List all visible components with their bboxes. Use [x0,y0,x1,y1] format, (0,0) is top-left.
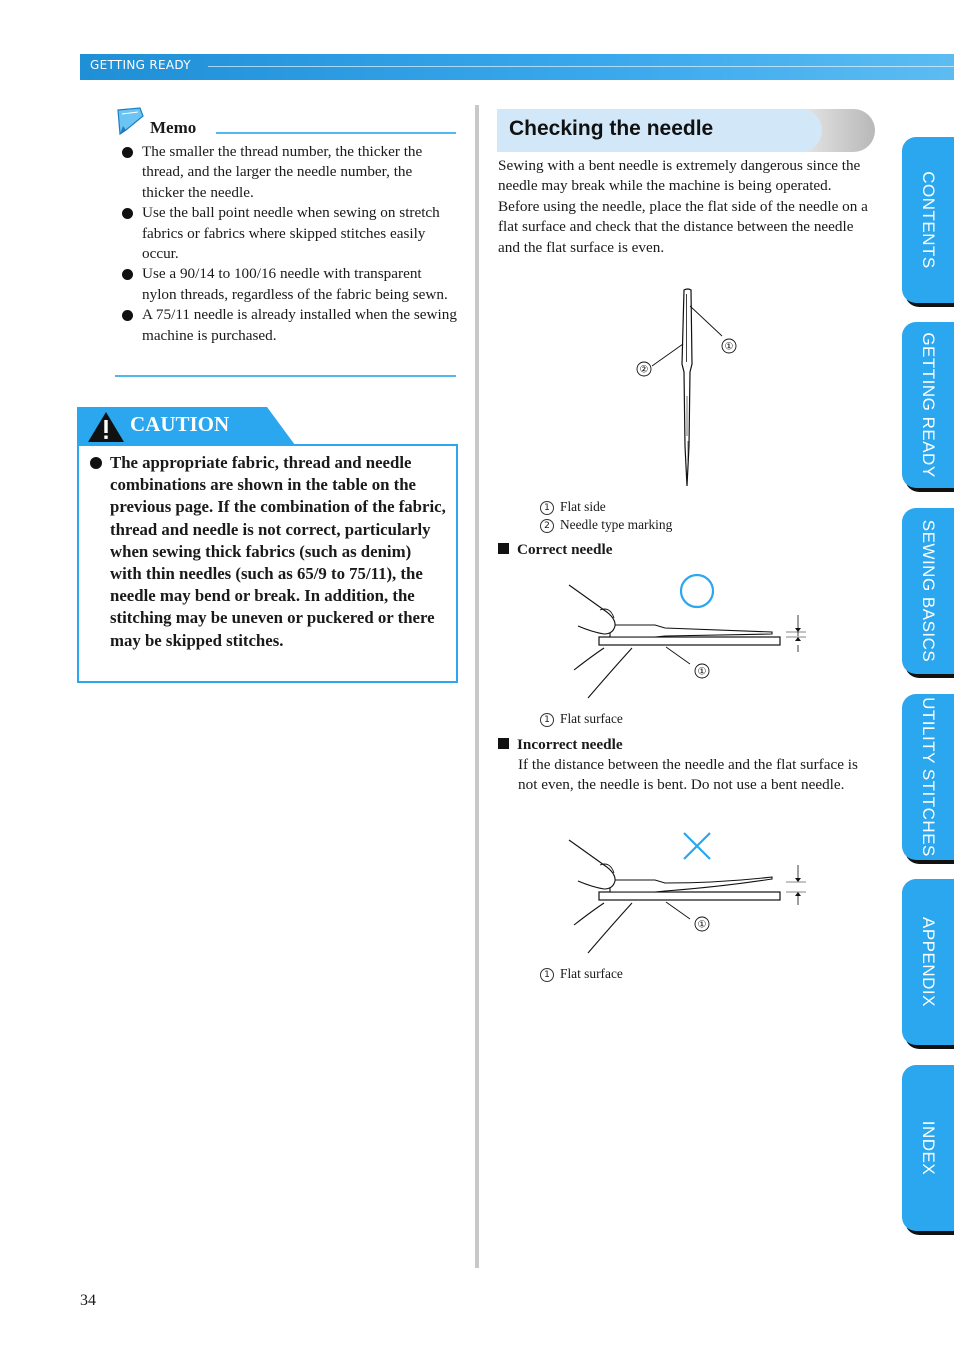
page-number: 34 [80,1292,96,1309]
tab-utility-stitches[interactable] [902,694,954,860]
legend-needle-type: Needle type marking [560,516,673,532]
legend-row: 1 Flat surface [540,710,623,728]
needle-legend [540,498,672,533]
caution-text: The appropriate fabric, thread and needle combinations are shown in the table on the previous page. If the combination of the fabric, thread and needle is not correct, particularly when sewing thick fabrics (such as denim) with thin needles (such as 65/9 to 75/11), the needle may bend or break. In addition, the stitching may be uneven or puckered or there may be skipped stitches. [110,453,446,650]
legend-row: 1 Flat surface [540,965,623,983]
caution-bullet [90,457,102,469]
memo-title: Memo [150,118,197,137]
header-section-label: GETTING READY [90,58,191,72]
memo-item: A 75/11 needle is already installed when the sewing machine is purchased. [118,305,458,346]
tab-sewing-basics[interactable] [902,508,954,674]
correct-needle-heading-text: Correct needle [517,541,613,558]
memo-icon [114,106,146,136]
memo-item: The smaller the thread number, the thicker the thread, and the larger the needle number, the thicker the needle. [118,142,458,203]
legend-flat-side: Flat side [560,499,606,514]
tab-label: INDEX [919,1120,938,1176]
intro-paragraph: Sewing with a bent needle is extremely dangerous since the needle may break while the machine is being operated. [498,157,861,195]
incorrect-needle-heading-text: Incorrect needle [517,736,623,753]
memo-item: Use the ball point needle when sewing on stretch fabrics or fabrics where skipped stitches easily occur. [118,203,458,264]
intro-paragraph: Before using the needle, place the flat side of the needle on a flat surface and check that the distance between the needle and the flat surface is even. [498,197,868,256]
memo-item: Use a 90/14 to 100/16 needle with transparent nylon threads, regardless of the fabric being sewn. [118,264,458,305]
header-bar [80,54,954,80]
legend-row: 2 Needle type marking [540,516,672,534]
tab-appendix[interactable] [902,879,954,1045]
memo-list [118,142,458,346]
correct-callout-1: ① [697,666,707,678]
needle-figure [620,286,750,490]
section-title: Checking the needle [509,117,714,140]
incorrect-legend [540,965,623,983]
header-rule [208,66,954,67]
tab-label: UTILITY STITCHES [919,697,938,857]
memo-rule-bottom [115,375,456,377]
warning-icon [86,410,126,444]
needle-callout-2: ② [639,364,649,376]
correct-mark-icon [681,575,713,607]
memo-rule-top [216,132,456,134]
incorrect-needle-figure [560,825,810,960]
tab-label: CONTENTS [919,171,938,269]
needle-callout-1: ① [724,341,734,353]
tab-label: GETTING READY [919,332,938,478]
caution-title: CAUTION [130,412,230,436]
tab-getting-ready[interactable] [902,322,954,488]
correct-legend [540,710,623,728]
tab-label: APPENDIX [919,917,938,1007]
incorrect-callout-1: ① [697,919,707,931]
section-heading [497,109,875,152]
correct-needle-figure [560,570,810,705]
tab-label: SEWING BASICS [919,519,938,663]
tab-index[interactable] [902,1065,954,1231]
legend-row: 1 Flat side [540,498,672,516]
section-intro [498,156,873,258]
column-divider [475,105,479,1268]
incorrect-needle-description: If the distance between the needle and the flat surface is not even, the needle is bent. Do not use a bent needle. [518,756,858,794]
legend-flat-surface: Flat surface [560,711,623,726]
tab-contents[interactable] [902,137,954,303]
legend-flat-surface: Flat surface [560,966,623,981]
correct-needle-heading [498,541,612,559]
incorrect-needle-heading [498,736,623,754]
